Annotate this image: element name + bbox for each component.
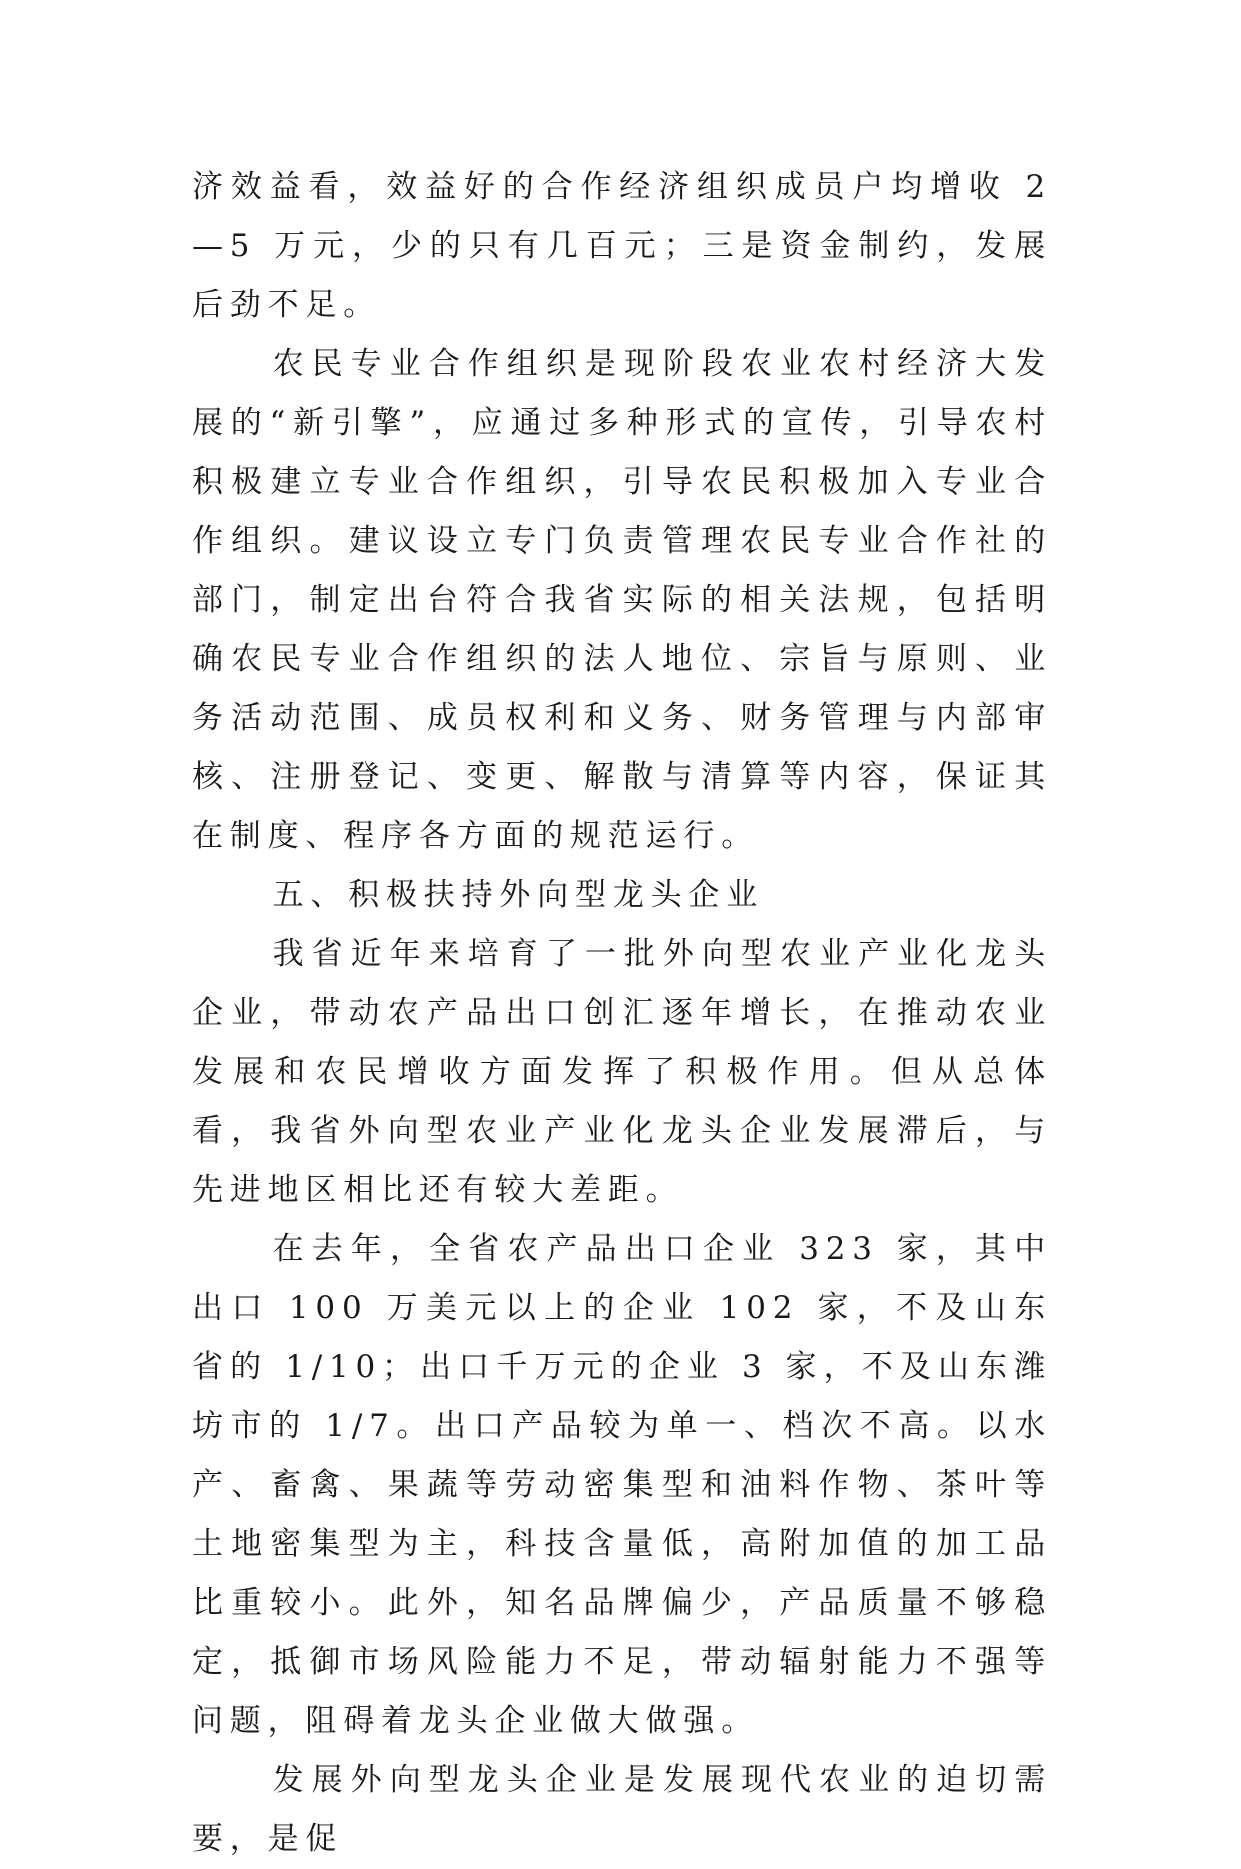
- document-body: [192, 158, 1052, 1869]
- paragraph-1: 济效益看，效益好的合作经济组织成员户均增收 2—5 万元，少的只有几百元；三是资金制约，发展后劲不足。: [192, 169, 1052, 323]
- paragraph-2: 农民专业合作组织是现阶段农业农村经济大发展的“新引擎”，应通过多种形式的宣传，引导农村积极建立专业合作组织，引导农民积极加入专业合作组织。建议设立专门负责管理农民专业合作社的部门，制定出台符合我省实际的相关法规，包括明确农民专业合作组织的法人地位、宗旨与原则、业务活动范围、成员权利和义务、财务管理与内部审核、注册登记、变更、解散与清算等内容，保证其在制度、程序各方面的规范运行。: [192, 346, 1052, 854]
- paragraph-5: 发展外向型龙头企业是发展现代农业的迫切需要，是促: [192, 1762, 1052, 1857]
- paragraph-3: 我省近年来培育了一批外向型农业产业化龙头企业，带动农产品出口创汇逐年增长，在推动农业发展和农民增收方面发挥了积极作用。但从总体看，我省外向型农业产业化龙头企业发展滞后，与先进地区相比还有较大差距。: [192, 936, 1052, 1208]
- section-heading: 五、积极扶持外向型龙头企业: [272, 877, 764, 913]
- paragraph-4: 在去年，全省农产品出口企业 323 家，其中出口 100 万美元以上的企业 102 家，不及山东省的 1/10；出口千万元的企业 3 家，不及山东潍坊市的 1/7。出口产品较为单一、档次不高。以水产、畜禽、果蔬等劳动密集型和油料作物、茶叶等土地密集型为主，科技含量低，高附加值的加工品比重较小。此外，知名品牌偏少，产品质量不够稳定，抵御市场风险能力不足，带动辐射能力不强等问题，阻碍着龙头企业做大做强。: [192, 1231, 1052, 1739]
